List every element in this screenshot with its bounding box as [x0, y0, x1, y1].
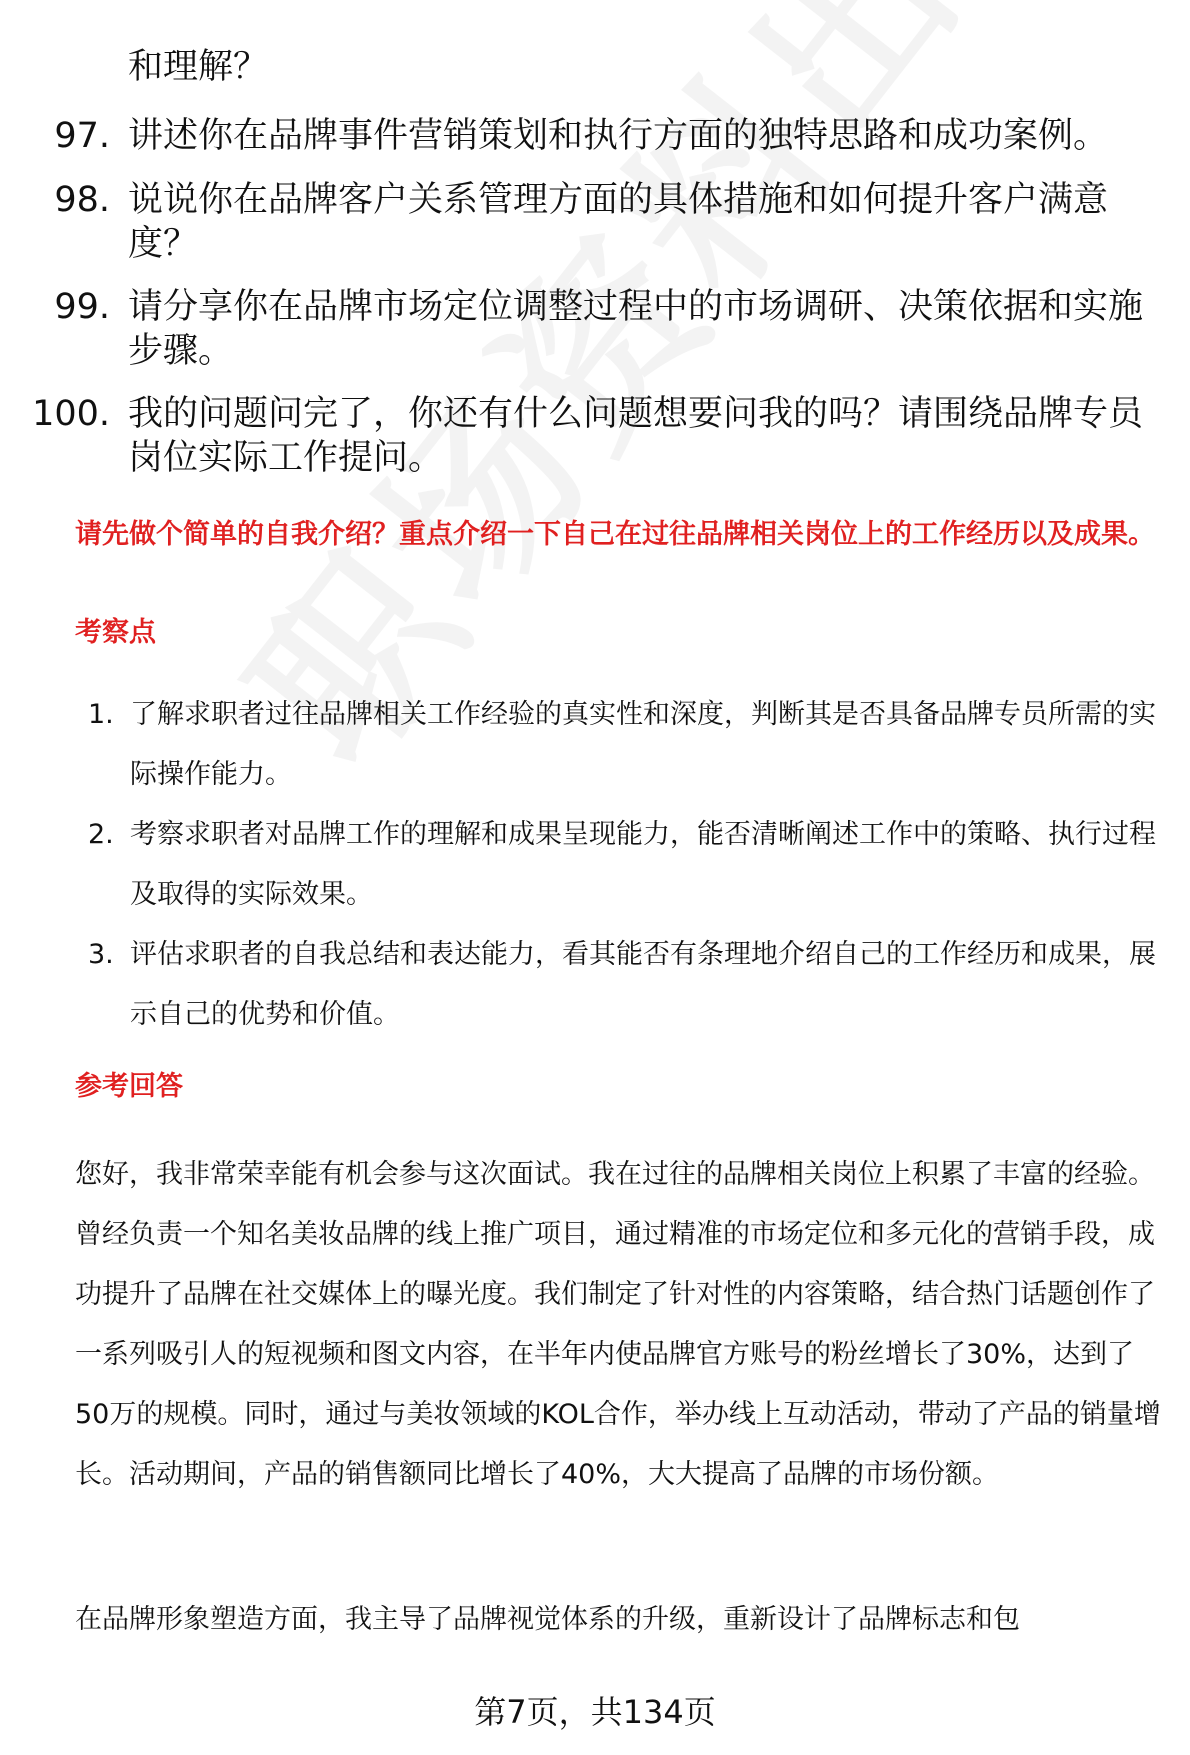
question-text: 请分享你在品牌市场定位调整过程中的市场调研、决策依据和实施步骤。	[128, 287, 1144, 371]
assessment-label: 考察点	[75, 617, 156, 648]
point-number: 1.	[88, 699, 114, 730]
question-number: 99.	[54, 287, 110, 327]
question-number: 97.	[54, 116, 110, 156]
point-number: 2.	[88, 819, 114, 850]
question-text: 和理解？	[128, 47, 269, 87]
answer-label: 参考回答	[75, 1071, 183, 1102]
question-number: 98.	[54, 180, 110, 220]
point-number: 3.	[88, 939, 114, 970]
section-heading: 请先做个简单的自我介绍？重点介绍一下自己在过往品牌相关岗位上的工作经历以及成果。	[75, 519, 1155, 550]
point-text: 考察求职者对品牌工作的理解和成果呈现能力，能否清晰阐述工作中的策略、执行过程及取得的实际效果。	[130, 819, 1156, 910]
question-number: 100.	[32, 394, 110, 434]
question-text: 我的问题问完了，你还有什么问题想要问我的吗？请围绕品牌专员岗位实际工作提问。	[128, 394, 1144, 478]
point-text: 评估求职者的自我总结和表达能力，看其能否有条理地介绍自己的工作经历和成果，展示自己的优势和价值。	[130, 939, 1156, 1030]
point-text: 了解求职者过往品牌相关工作经验的真实性和深度，判断其是否具备品牌专员所需的实际操作能力。	[130, 699, 1156, 790]
answer-paragraph: 您好，我非常荣幸能有机会参与这次面试。我在过往的品牌相关岗位上积累了丰富的经验。曾经负责一个知名美妆品牌的线上推广项目，通过精准的市场定位和多元化的营销手段，成功提升了品牌在社交媒体上的曝光度。我们制定了针对性的内容策略，结合热门话题创作了一系列吸引人的短视频和图文内容，在半年内使品牌官方账号的粉丝增长了30%，达到了50万的规模。同时，通过与美妆领域的KOL合作，举办线上互动活动，带动了产品的销量增长。活动期间，产品的销售额同比增长了40%，大大提高了品牌的市场份额。	[75, 1159, 1161, 1490]
question-text: 说说你在品牌客户关系管理方面的具体措施和如何提升客户满意度？	[128, 180, 1109, 264]
page-footer: 第7页，共134页	[474, 1693, 716, 1731]
question-text: 讲述你在品牌事件营销策划和执行方面的独特思路和成功案例。	[128, 116, 1109, 156]
answer-paragraph: 在品牌形象塑造方面，我主导了品牌视觉体系的升级，重新设计了品牌标志和包	[75, 1604, 1020, 1635]
